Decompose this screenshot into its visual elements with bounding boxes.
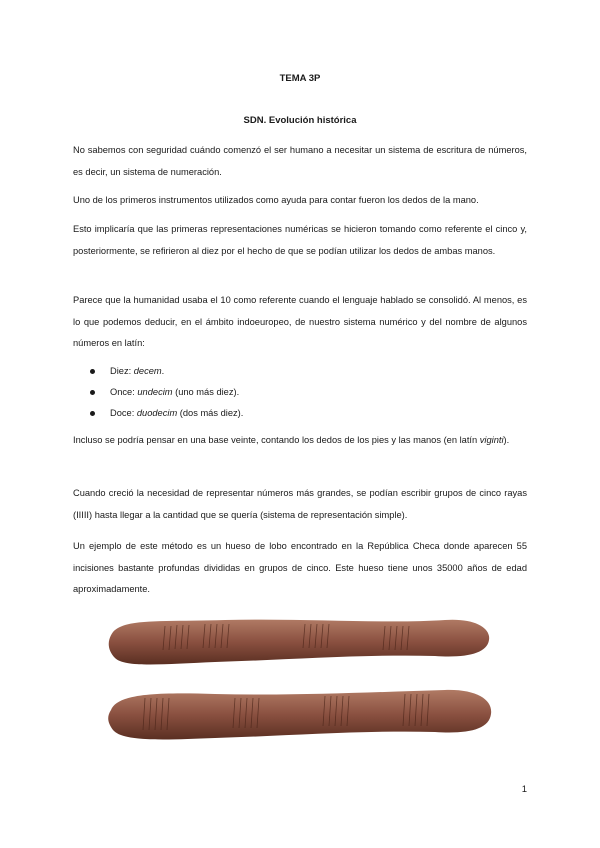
paragraph-tally: Cuando creció la necesidad de representar números más grandes, se podían escribir grupos de cinco rayas (IIIII) hasta llegar a la cantidad que se quería (sistema de representación simple).	[73, 488, 527, 520]
bone-bottom	[108, 690, 491, 740]
bone-top	[109, 620, 489, 665]
paragraph-base-twenty: Incluso se podría pensar en una base veinte, contando los dedos de los pies y las manos (en latín viginti).	[73, 435, 510, 445]
page-heading: TEMA 3P	[279, 73, 321, 84]
bullet-icon	[90, 369, 95, 374]
paragraph-five-ten: Esto implicaría que las primeras representaciones numéricas se hicieron tomando como referente el cinco y, posteriormente, se refirieron al diez por el hecho de que se podían utilizar los dedos de ambas manos.	[73, 224, 527, 256]
paragraph-base-ten: Parece que la humanidad usaba el 10 como referente cuando el lenguaje hablado se consolidó. Al menos, es lo que podemos deducir, en el ámbito indoeuropeo, de nuestro sistema numérico y del nombre de algunos números en latín:	[73, 295, 527, 348]
list-item: Doce: duodecim (dos más diez).	[90, 403, 243, 424]
paragraph-intro: No sabemos con seguridad cuándo comenzó el ser humano a necesitar un sistema de escritura de números, es decir, un sistema de numeración.	[73, 145, 527, 177]
paragraph-fingers: Uno de los primeros instrumentos utilizados como ayuda para contar fueron los dedos de la mano.	[73, 195, 479, 205]
bone-photo-icon	[105, 610, 495, 750]
page-number: 1	[521, 784, 527, 795]
paragraph-wolf-bone: Un ejemplo de este método es un hueso de lobo encontrado en la República Checa donde aparecen 55 incisiones bastante profundas divididas en grupos de cinco. Este hueso tiene unos 35000 años de edad aproximadamente.	[73, 541, 527, 594]
list-item: Once: undecim (uno más diez).	[90, 382, 243, 403]
latin-numbers-list	[90, 361, 243, 424]
bullet-icon	[90, 411, 95, 416]
list-item: Diez: decem.	[90, 361, 243, 382]
bullet-icon	[90, 390, 95, 395]
page-subheading: SDN. Evolución histórica	[243, 115, 357, 126]
